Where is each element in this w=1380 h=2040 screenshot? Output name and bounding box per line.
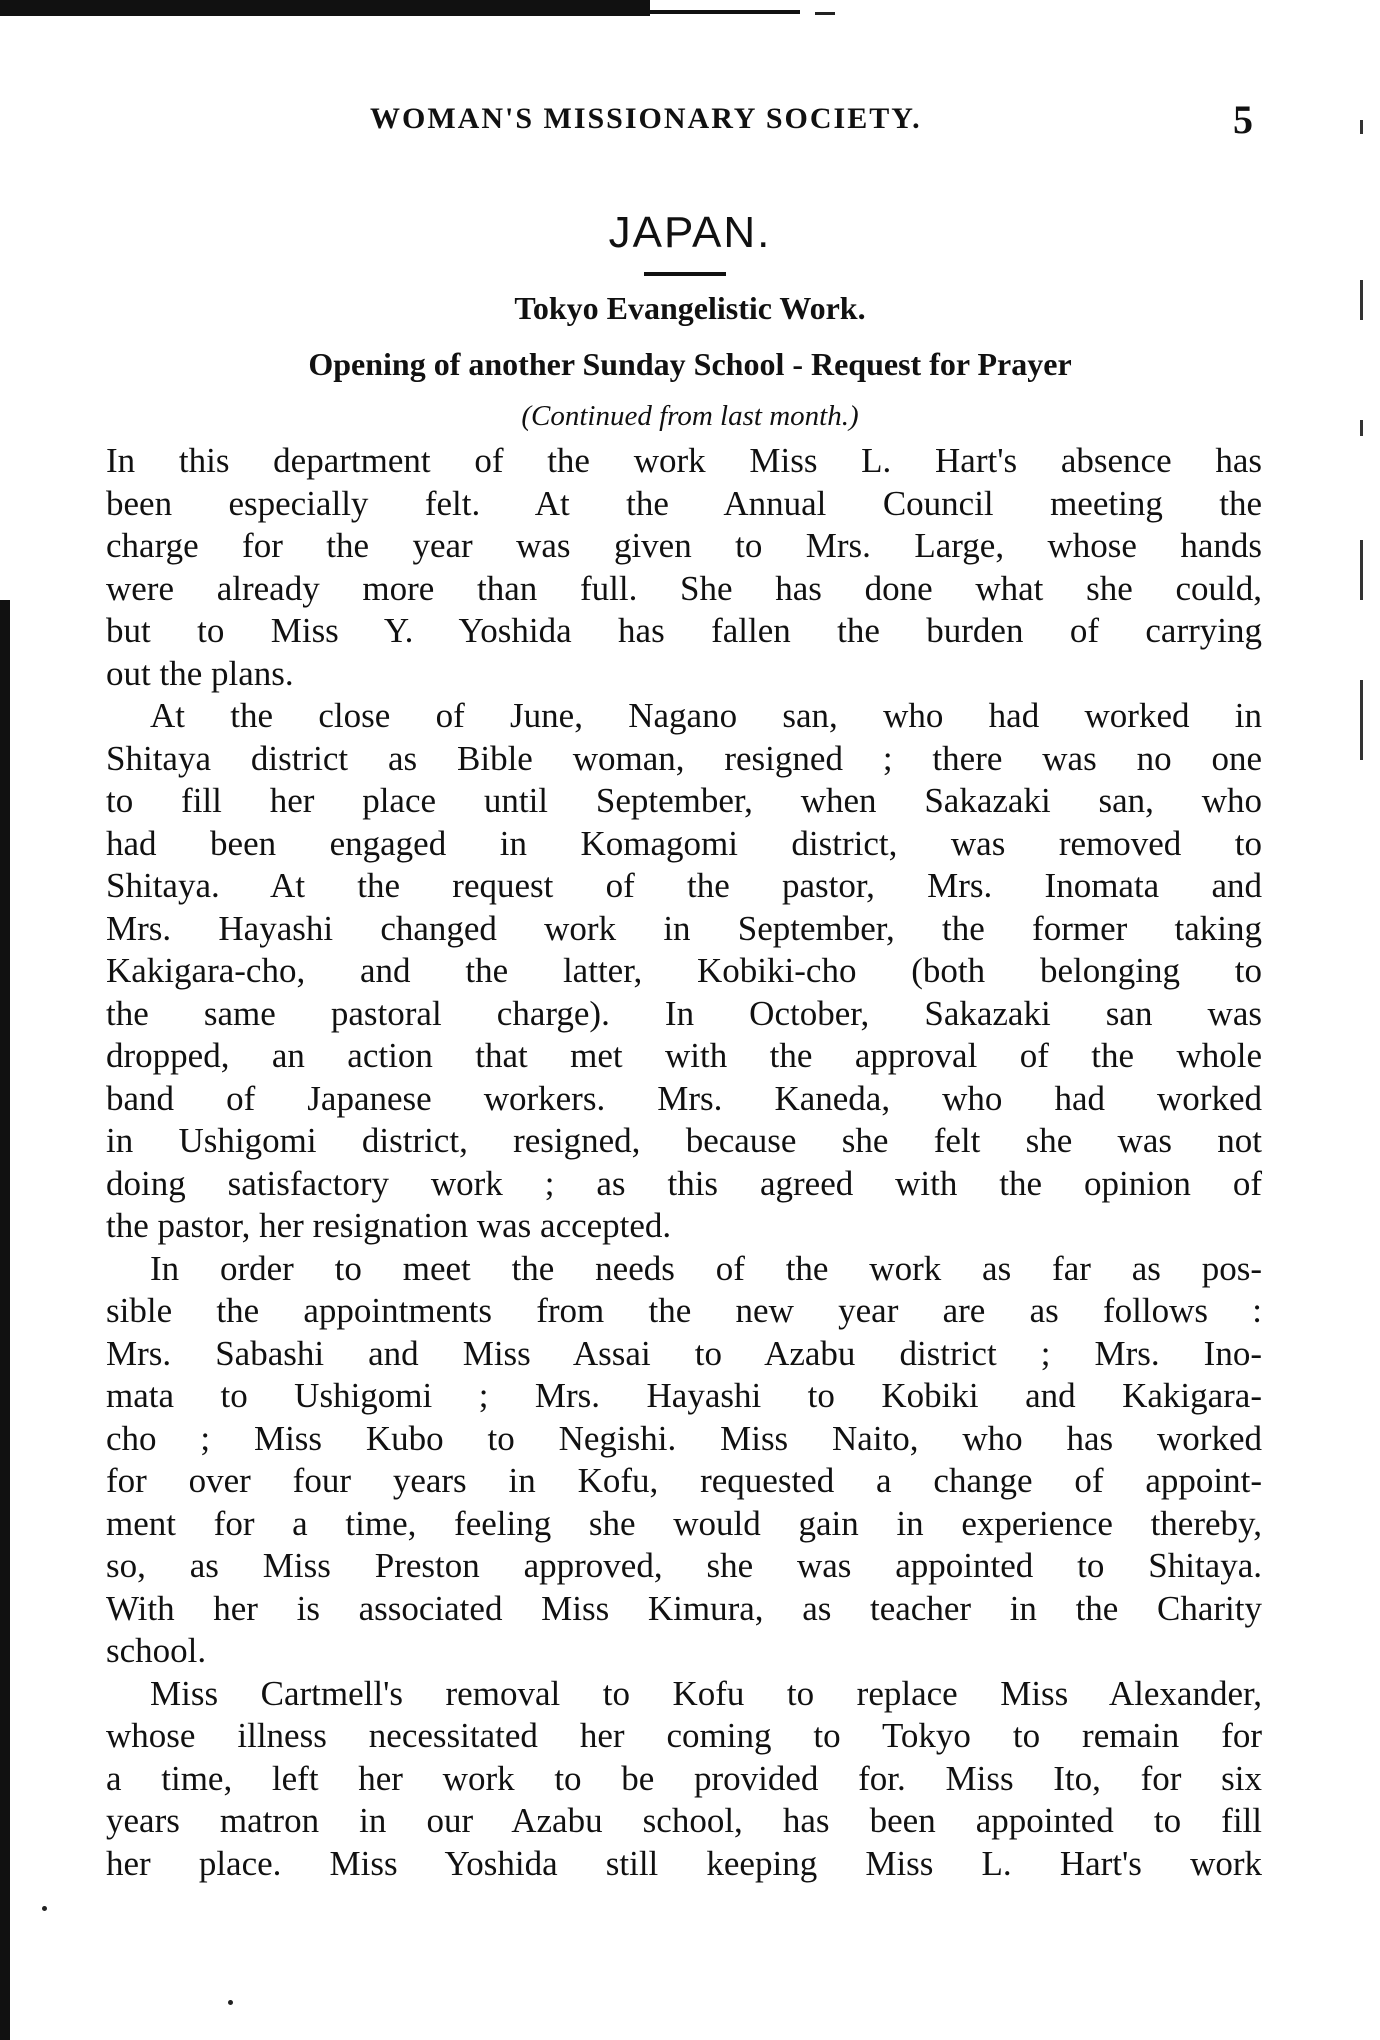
text-line: charge for the year was given to Mrs. Large, whose hands (106, 526, 1262, 565)
text-line: a time, left her work to be provided for. Miss Ito, for six (106, 1758, 1262, 1798)
page-number: 5 (1233, 97, 1253, 142)
top-edge-rule-tail (815, 12, 835, 15)
article-body (106, 440, 1262, 1885)
text-line: out the plans. (106, 653, 294, 693)
text-line: her place. Miss Yoshida still keeping Miss L. Hart's work (106, 1843, 1262, 1883)
section-title: JAPAN. (608, 208, 772, 257)
text-line: had been engaged in Komagomi district, was removed to (106, 823, 1262, 863)
text-line: cho ; Miss Kubo to Negishi. Miss Naito, who has worked (106, 1418, 1262, 1458)
text-line: whose illness necessitated her coming to Tokyo to remain for (106, 1716, 1262, 1755)
text-line: doing satisfactory work ; as this agreed with the opinion of (106, 1163, 1262, 1203)
text-line: At the close of June, Nagano san, who had worked in (150, 696, 1262, 735)
text-line: in Ushigomi district, resigned, because she felt she was not (106, 1121, 1262, 1160)
text-line: In this department of the work Miss L. Hart's absence has (106, 441, 1262, 480)
text-line: Shitaya. At the request of the pastor, Mrs. Inomata and (106, 866, 1262, 905)
text-line: for over four years in Kofu, requested a change of appoint- (106, 1461, 1262, 1500)
text-line: In order to meet the needs of the work as far as pos- (150, 1248, 1262, 1288)
text-line: but to Miss Y. Yoshida has fallen the burden of carrying (106, 611, 1262, 650)
text-line: Mrs. Hayashi changed work in September, the former taking (106, 908, 1262, 948)
text-line: Kakigara-cho, and the latter, Kobiki-cho (both belonging to (106, 951, 1262, 990)
text-line: were already more than full. She has done what she could, (106, 568, 1262, 608)
top-edge-rule-thin (650, 10, 800, 14)
text-line: the same pastoral charge). In October, Sakazaki san was (106, 993, 1262, 1033)
text-line: mata to Ushigomi ; Mrs. Hayashi to Kobiki and Kakigara- (106, 1376, 1262, 1415)
text-line: With her is associated Miss Kimura, as teacher in the Charity (106, 1588, 1262, 1628)
text-line: Miss Cartmell's removal to Kofu to replace Miss Alexander, (150, 1673, 1262, 1713)
text-line: the pastor, her resignation was accepted. (106, 1206, 672, 1245)
stray-mark (228, 2000, 233, 2005)
running-head: WOMAN'S MISSIONARY SOCIETY. (370, 102, 922, 135)
text-line: been especially felt. At the Annual Council meeting the (106, 483, 1262, 523)
continued-note: (Continued from last month.) (521, 400, 859, 432)
article-subheading: Opening of another Sunday School - Request for Prayer (308, 346, 1072, 382)
text-line: sible the appointments from the new year are as follows : (106, 1291, 1262, 1330)
text-line: dropped, an action that met with the approval of the whole (106, 1036, 1262, 1075)
stray-mark (42, 1906, 47, 1911)
title-rule (644, 272, 726, 276)
top-edge-rule (0, 0, 650, 16)
text-line: so, as Miss Preston approved, she was appointed to Shitaya. (106, 1546, 1262, 1585)
text-line: band of Japanese workers. Mrs. Kaneda, who had worked (106, 1078, 1262, 1118)
text-line: Mrs. Sabashi and Miss Assai to Azabu district ; Mrs. Ino- (106, 1333, 1262, 1373)
text-line: Shitaya district as Bible woman, resigned ; there was no one (106, 738, 1262, 778)
text-line: ment for a time, feeling she would gain in experience thereby, (106, 1503, 1262, 1543)
left-binding-edge (0, 600, 10, 2040)
text-line: to fill her place until September, when Sakazaki san, who (106, 781, 1262, 820)
text-line: years matron in our Azabu school, has been appointed to fill (106, 1801, 1262, 1840)
article-subtitle: Tokyo Evangelistic Work. (514, 290, 866, 326)
text-line: school. (106, 1631, 207, 1670)
